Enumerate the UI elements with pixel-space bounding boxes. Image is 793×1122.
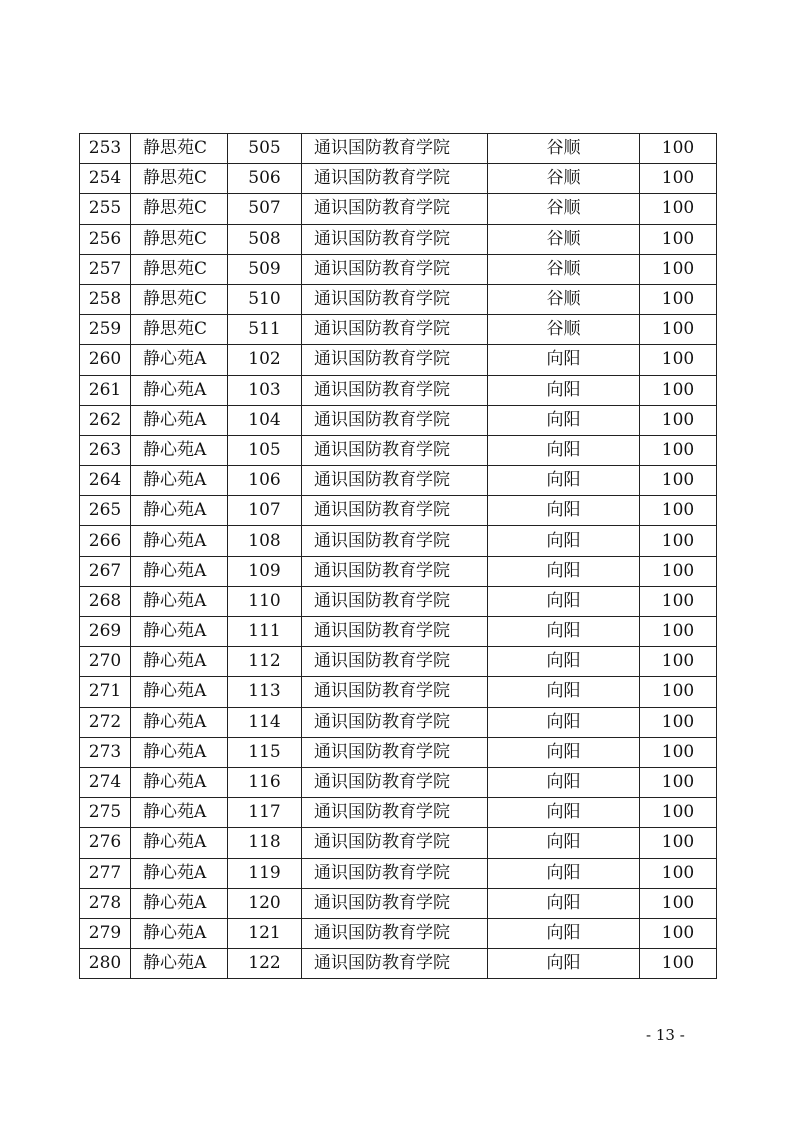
department-cell: 通识国防教育学院 [302, 798, 488, 828]
table-row [80, 556, 717, 586]
contact-person-cell: 谷顺 [488, 315, 640, 345]
table-row [80, 949, 717, 979]
building-cell: 静心苑A [131, 647, 228, 677]
contact-person-cell: 向阳 [488, 647, 640, 677]
score-cell: 100 [640, 254, 717, 284]
row-index-cell: 277 [80, 858, 131, 888]
score-cell: 100 [640, 164, 717, 194]
row-index-cell: 269 [80, 617, 131, 647]
table-row [80, 677, 717, 707]
department-cell: 通识国防教育学院 [302, 164, 488, 194]
room-number-cell: 506 [228, 164, 302, 194]
department-cell: 通识国防教育学院 [302, 375, 488, 405]
building-cell: 静心苑A [131, 556, 228, 586]
building-cell: 静心苑A [131, 345, 228, 375]
table-row [80, 284, 717, 314]
row-index-cell: 274 [80, 767, 131, 797]
room-number-cell: 117 [228, 798, 302, 828]
room-number-cell: 102 [228, 345, 302, 375]
row-index-cell: 254 [80, 164, 131, 194]
contact-person-cell: 谷顺 [488, 224, 640, 254]
room-number-cell: 511 [228, 315, 302, 345]
building-cell: 静心苑A [131, 677, 228, 707]
department-cell: 通识国防教育学院 [302, 767, 488, 797]
room-number-cell: 115 [228, 737, 302, 767]
building-cell: 静心苑A [131, 375, 228, 405]
row-index-cell: 273 [80, 737, 131, 767]
table-row [80, 918, 717, 948]
building-cell: 静心苑A [131, 435, 228, 465]
row-index-cell: 264 [80, 466, 131, 496]
department-cell: 通识国防教育学院 [302, 677, 488, 707]
building-cell: 静心苑A [131, 466, 228, 496]
room-allocation-table [79, 133, 717, 979]
row-index-cell: 253 [80, 134, 131, 164]
department-cell: 通识国防教育学院 [302, 526, 488, 556]
contact-person-cell: 向阳 [488, 496, 640, 526]
table-row [80, 828, 717, 858]
contact-person-cell: 向阳 [488, 918, 640, 948]
contact-person-cell: 向阳 [488, 526, 640, 556]
row-index-cell: 257 [80, 254, 131, 284]
score-cell: 100 [640, 918, 717, 948]
department-cell: 通识国防教育学院 [302, 888, 488, 918]
department-cell: 通识国防教育学院 [302, 134, 488, 164]
score-cell: 100 [640, 194, 717, 224]
table-row [80, 767, 717, 797]
page-number: - 13 - [646, 1026, 685, 1044]
contact-person-cell: 谷顺 [488, 284, 640, 314]
building-cell: 静思苑C [131, 284, 228, 314]
score-cell: 100 [640, 858, 717, 888]
room-number-cell: 107 [228, 496, 302, 526]
score-cell: 100 [640, 375, 717, 405]
table-row [80, 617, 717, 647]
table-row [80, 526, 717, 556]
contact-person-cell: 向阳 [488, 556, 640, 586]
score-cell: 100 [640, 405, 717, 435]
contact-person-cell: 向阳 [488, 767, 640, 797]
row-index-cell: 258 [80, 284, 131, 314]
room-number-cell: 118 [228, 828, 302, 858]
building-cell: 静心苑A [131, 586, 228, 616]
department-cell: 通识国防教育学院 [302, 858, 488, 888]
department-cell: 通识国防教育学院 [302, 435, 488, 465]
table-row [80, 435, 717, 465]
building-cell: 静心苑A [131, 496, 228, 526]
table-row [80, 858, 717, 888]
row-index-cell: 276 [80, 828, 131, 858]
room-number-cell: 104 [228, 405, 302, 435]
contact-person-cell: 向阳 [488, 617, 640, 647]
score-cell: 100 [640, 767, 717, 797]
row-index-cell: 275 [80, 798, 131, 828]
score-cell: 100 [640, 284, 717, 314]
table-row [80, 134, 717, 164]
score-cell: 100 [640, 828, 717, 858]
department-cell: 通识国防教育学院 [302, 707, 488, 737]
building-cell: 静心苑A [131, 828, 228, 858]
contact-person-cell: 向阳 [488, 677, 640, 707]
contact-person-cell: 向阳 [488, 949, 640, 979]
department-cell: 通识国防教育学院 [302, 405, 488, 435]
building-cell: 静心苑A [131, 949, 228, 979]
room-number-cell: 112 [228, 647, 302, 677]
contact-person-cell: 向阳 [488, 466, 640, 496]
row-index-cell: 279 [80, 918, 131, 948]
room-number-cell: 103 [228, 375, 302, 405]
room-number-cell: 114 [228, 707, 302, 737]
department-cell: 通识国防教育学院 [302, 224, 488, 254]
score-cell: 100 [640, 466, 717, 496]
score-cell: 100 [640, 677, 717, 707]
table-row [80, 466, 717, 496]
table-body [80, 134, 717, 979]
building-cell: 静心苑A [131, 888, 228, 918]
room-number-cell: 507 [228, 194, 302, 224]
row-index-cell: 259 [80, 315, 131, 345]
table-row [80, 224, 717, 254]
score-cell: 100 [640, 526, 717, 556]
contact-person-cell: 谷顺 [488, 194, 640, 224]
contact-person-cell: 谷顺 [488, 254, 640, 284]
contact-person-cell: 向阳 [488, 858, 640, 888]
room-number-cell: 119 [228, 858, 302, 888]
row-index-cell: 280 [80, 949, 131, 979]
department-cell: 通识国防教育学院 [302, 254, 488, 284]
row-index-cell: 270 [80, 647, 131, 677]
table-row [80, 164, 717, 194]
room-number-cell: 111 [228, 617, 302, 647]
score-cell: 100 [640, 737, 717, 767]
score-cell: 100 [640, 647, 717, 677]
score-cell: 100 [640, 224, 717, 254]
contact-person-cell: 向阳 [488, 435, 640, 465]
score-cell: 100 [640, 496, 717, 526]
room-number-cell: 109 [228, 556, 302, 586]
room-number-cell: 116 [228, 767, 302, 797]
building-cell: 静心苑A [131, 405, 228, 435]
row-index-cell: 263 [80, 435, 131, 465]
contact-person-cell: 向阳 [488, 345, 640, 375]
score-cell: 100 [640, 345, 717, 375]
department-cell: 通识国防教育学院 [302, 466, 488, 496]
department-cell: 通识国防教育学院 [302, 828, 488, 858]
building-cell: 静心苑A [131, 707, 228, 737]
department-cell: 通识国防教育学院 [302, 194, 488, 224]
building-cell: 静心苑A [131, 767, 228, 797]
building-cell: 静心苑A [131, 526, 228, 556]
row-index-cell: 255 [80, 194, 131, 224]
score-cell: 100 [640, 888, 717, 918]
room-number-cell: 508 [228, 224, 302, 254]
score-cell: 100 [640, 949, 717, 979]
row-index-cell: 266 [80, 526, 131, 556]
row-index-cell: 256 [80, 224, 131, 254]
score-cell: 100 [640, 315, 717, 345]
building-cell: 静心苑A [131, 617, 228, 647]
building-cell: 静思苑C [131, 164, 228, 194]
room-number-cell: 113 [228, 677, 302, 707]
building-cell: 静思苑C [131, 224, 228, 254]
score-cell: 100 [640, 556, 717, 586]
contact-person-cell: 向阳 [488, 707, 640, 737]
table-row [80, 707, 717, 737]
contact-person-cell: 谷顺 [488, 164, 640, 194]
row-index-cell: 261 [80, 375, 131, 405]
department-cell: 通识国防教育学院 [302, 737, 488, 767]
department-cell: 通识国防教育学院 [302, 647, 488, 677]
department-cell: 通识国防教育学院 [302, 556, 488, 586]
table-row [80, 254, 717, 284]
table-row [80, 647, 717, 677]
room-number-cell: 121 [228, 918, 302, 948]
building-cell: 静心苑A [131, 918, 228, 948]
contact-person-cell: 向阳 [488, 798, 640, 828]
score-cell: 100 [640, 134, 717, 164]
row-index-cell: 265 [80, 496, 131, 526]
room-number-cell: 120 [228, 888, 302, 918]
table-row [80, 798, 717, 828]
table-row [80, 405, 717, 435]
table-row [80, 375, 717, 405]
building-cell: 静思苑C [131, 134, 228, 164]
table-row [80, 345, 717, 375]
score-cell: 100 [640, 617, 717, 647]
contact-person-cell: 谷顺 [488, 134, 640, 164]
building-cell: 静思苑C [131, 194, 228, 224]
department-cell: 通识国防教育学院 [302, 496, 488, 526]
contact-person-cell: 向阳 [488, 737, 640, 767]
room-number-cell: 509 [228, 254, 302, 284]
building-cell: 静心苑A [131, 798, 228, 828]
score-cell: 100 [640, 435, 717, 465]
department-cell: 通识国防教育学院 [302, 918, 488, 948]
room-number-cell: 105 [228, 435, 302, 465]
building-cell: 静思苑C [131, 254, 228, 284]
department-cell: 通识国防教育学院 [302, 345, 488, 375]
department-cell: 通识国防教育学院 [302, 284, 488, 314]
table-row [80, 888, 717, 918]
room-number-cell: 122 [228, 949, 302, 979]
room-number-cell: 110 [228, 586, 302, 616]
contact-person-cell: 向阳 [488, 586, 640, 616]
table-row [80, 586, 717, 616]
contact-person-cell: 向阳 [488, 375, 640, 405]
department-cell: 通识国防教育学院 [302, 617, 488, 647]
table-row [80, 315, 717, 345]
contact-person-cell: 向阳 [488, 888, 640, 918]
department-cell: 通识国防教育学院 [302, 315, 488, 345]
row-index-cell: 267 [80, 556, 131, 586]
building-cell: 静心苑A [131, 858, 228, 888]
room-number-cell: 106 [228, 466, 302, 496]
table-row [80, 496, 717, 526]
contact-person-cell: 向阳 [488, 405, 640, 435]
row-index-cell: 272 [80, 707, 131, 737]
building-cell: 静思苑C [131, 315, 228, 345]
score-cell: 100 [640, 798, 717, 828]
department-cell: 通识国防教育学院 [302, 586, 488, 616]
score-cell: 100 [640, 707, 717, 737]
building-cell: 静心苑A [131, 737, 228, 767]
score-cell: 100 [640, 586, 717, 616]
department-cell: 通识国防教育学院 [302, 949, 488, 979]
room-number-cell: 108 [228, 526, 302, 556]
room-number-cell: 505 [228, 134, 302, 164]
row-index-cell: 271 [80, 677, 131, 707]
row-index-cell: 262 [80, 405, 131, 435]
room-number-cell: 510 [228, 284, 302, 314]
row-index-cell: 260 [80, 345, 131, 375]
table-row [80, 737, 717, 767]
contact-person-cell: 向阳 [488, 828, 640, 858]
row-index-cell: 278 [80, 888, 131, 918]
row-index-cell: 268 [80, 586, 131, 616]
table-row [80, 194, 717, 224]
